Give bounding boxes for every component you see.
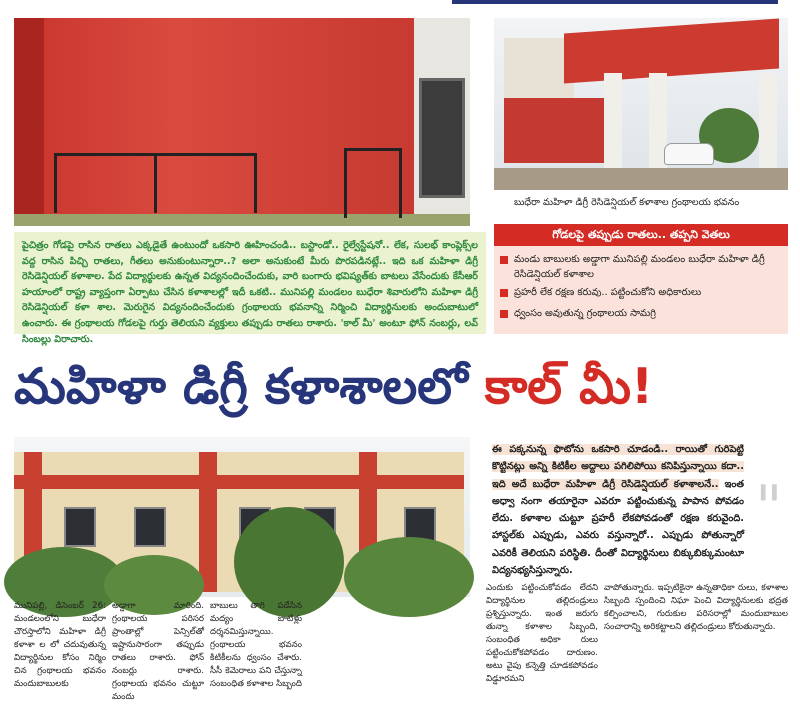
square-bullet-icon (500, 256, 508, 264)
square-bullet-icon (500, 289, 508, 297)
page-headline (14, 352, 790, 422)
side-paragraph-box (486, 437, 750, 579)
side-paragraph (492, 441, 744, 579)
highlight-item: ప్రహరీ లేక రక్షణ కరువు.. పట్టించుకోని అధికారులు (494, 286, 782, 301)
side-paragraph-highlight: ఈ పక్కనున్న ఫొటోను ఒకసారి చూడండి.. రాయితో గురిపెట్టి కొట్టినట్లు అన్ని కిటికీల అద్దాలు పగిలిపోయి కనిపిస్తున్నాయి కదా.. ఇది అదే బుధేరా మహిళా డిగ్రీ రెసిడెన్షియల్ కళాశాలనే.. (492, 444, 744, 490)
photo-graffiti-wall (14, 18, 470, 226)
body-column: మునిపల్లి, డిసెంబర్ 26: మండలంలోని బుధేరా చౌరస్తాలోని మహిళా డిగ్రీ కళాశా ల లో చదువుతున్న విద్యార్థినుల కోసం నిర్మిం చిన గ్రంథాలయ భవనం మందుబాబులకు (14, 601, 106, 689)
body-column: వాపోతున్నారు. ఇప్పటికైనా ఉన్నతాధికా రులు, కళాశాల సిబ్బంది స్పందించి నిఘా పెంచి విద్యార్థినులకు భద్రత కల్పించాలని, గురుకుల పరిసరాల్లో మందుబాబుల సంచారాన్ని అరికట్టాలని తల్లిదండ్రులు కోరుతున్నారు. (604, 583, 788, 632)
body-column: అడ్డాగా మారింది. గ్రంథాలయ పరిసర ప్రాంతాల్లో పెన్సిల్‌తో ఇష్టానుసారంగా తప్పుడు రాతలు రాశారు. ఫోన్ నంబర్లు రాశారు. గ్రంథాలయ భవనం చుట్టూ మందు (112, 601, 204, 702)
body-column: ఎందుకు పట్టించుకోవడం లేదని విద్యార్థినుల తల్లిదండ్రులు ప్రశ్నిస్తున్నారు. ఇంత జరుగు తున్నా కళాశాల సిబ్బంది, సంబంధిత అధికా రులు పట్టించుకోకపోవడం దారుణం. అటు వైపు కన్నెత్తి చూడకపోవడం విడ్డూరమని (486, 583, 598, 684)
highlight-item: మండు బాబులకు అడ్డాగా మునిపల్లి మండలం బుధేరా మహిళా డిగ్రీ రెసిడెన్షియల్ కళాశాల (494, 253, 782, 282)
highlights-header: గోడలపై తప్పుడు రాతలు.. తప్పని వెతలు (494, 224, 788, 246)
body-column: బాబులు తాగి పడేసిన మద్యం బాటిళ్లు దర్శనమిస్తున్నాయి. గ్రంథాలయ భవనం కిటికీలను ధ్వంసం చేశారు. సీసీ కెమెరాలు పని చేస్తున్నా సంబంధిత కళాశాల సిబ్బంది (210, 601, 302, 689)
highlights-box (494, 224, 788, 334)
side-paragraph-rest: ఇంత అధ్వా నంగా తయారైనా ఎవరూ పట్టించుకున్న పాపాన పోవడం లేదు. కళాశాల చుట్టూ ప్రహరీ లేకపోవడంతో రక్షణ కరువైంది. హాస్టల్‌కు ఎప్పుడు, ఎవరు వస్తున్నారో.. ఎప్పుడు పోతున్నారో ఎవరికీ తెలియని పరిస్థితి. దీంతో విద్యార్థినులు బిక్కుబిక్కుమంటూ విద్యనభ్యసిస్తున్నారు. (492, 478, 744, 577)
headline-main: మహిళా డిగ్రీ కళాశాలలో (14, 358, 468, 415)
intro-paragraph-box (14, 232, 486, 345)
headline-accent: కాల్ మీ! (484, 358, 654, 415)
intro-paragraph: పైచిత్రం గోడపై రాసిన రాతలు ఎక్కడైతే ఉంటుందో ఒకసారి ఊహించండి.. బస్టాండో.. రైల్వేస్టేషనో.. లేక, సులభ్ కాంప్లెక్స్‌ల వద్ద రాసిన పిచ్చి రాతలు, గీతలు అనుకుంటున్నారా..? అలా అనుకుంటే మీరు పొరపడినట్లే.. ఇది ఒక మహిళా డిగ్రీ రెసిడెన్షియల్ కళాశాల. పేద విద్యార్థులకు ఉన్నత విద్యనందించేందుకు, వారి బంగారు భవిష్యత్‌కు బాటలు వేసేందుకు కేసీఆర్ హయాంలో రాష్ట్ర వ్యాప్తంగా ఏర్పాటు చేసిన కళాశాలల్లో ఇదీ ఒకటి.. మునిపల్లి మండలం బుధేరా శివారులోని మహిళా డిగ్రీ రెసిడెన్షియల్ కళా శాల. మెరుగైన విద్యనందించేందుకు గ్రంథాలయ భవనాన్ని నిర్మించి విద్యార్థినులకు అందుబాటులో ఉంచారు. ఈ గ్రంథాలయ గోడలపై గుర్తు తెలియని వ్యక్తులు తప్పుడు రాతలు రాశారు. 'కాల్ మీ' అంటూ ఫోన్ నంబర్లు, లవ్ సింబల్లు విరాచారు. (22, 240, 478, 345)
building-photo-caption: బుధేరా మహిళా డిగ్రీ రెసిడెన్షియల్ కళాశాల గ్రంథాలయ భవనం (514, 197, 740, 208)
photo-college-building (14, 437, 470, 597)
photo-library-building (494, 18, 788, 190)
highlight-item: ధ్వంసం అవుతున్న గ్రంథాలయ సామగ్రి (494, 307, 782, 322)
top-color-bar (452, 0, 778, 4)
square-bullet-icon (500, 310, 508, 318)
quote-mark-icon: " (755, 473, 783, 543)
